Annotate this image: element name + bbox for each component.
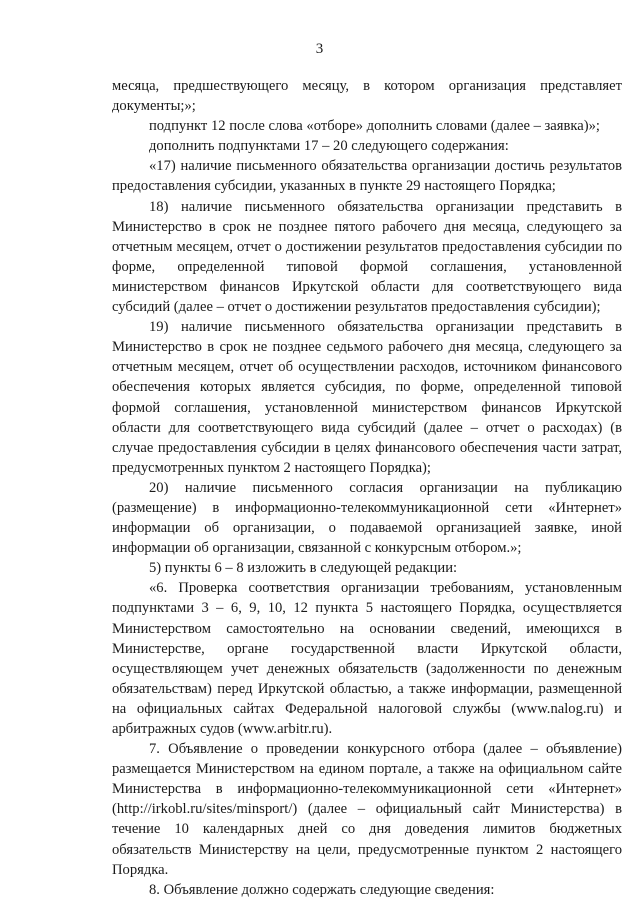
page-number: 3	[315, 41, 324, 57]
paragraph-point-8: 8. Объявление должно содержать следующие сведения:	[149, 881, 495, 898]
paragraph-add-subpoints: дополнить подпунктами 17 – 20 следующего содержания:	[149, 138, 509, 155]
paragraph-point-7: 7. Объявление о проведении конкурсного отбора (далее – объявление) размещается Министерством на едином портале, а также на официальном сайте Министерства в информационно-телекоммуникационной сети «Интернет» (http://irkobl.ru/sites/minsport/) (далее – официальный сайт Министерства) в течение 10 календарных дней со дня доведения лимитов бюджетных обязательств Министерству на цели, предусмотренные пунктом 2 настоящего Порядка.	[112, 741, 622, 878]
paragraph-subpoint-18: 18) наличие письменного обязательства организации представить в Министерство в срок не позднее пятого рабочего дня месяца, следующего за отчетным месяцем, отчет о достижении результатов предоставления субсидии по форме, определенной типовой формой соглашения, установленной министерством финансов Иркутской области для соответствующего вида субсидий (далее – отчет о достижении результатов предоставления субсидии);	[112, 198, 622, 316]
paragraph-point-6: «6. Проверка соответствия организации требованиям, установленным подпунктами 3 – 6, 9, 10, 12 пункта 5 настоящего Порядка, осуществляется Министерством самостоятельно на основании сведений, имеющихся в Министерстве, органе государственной власти Иркутской области, осуществляющем учет денежных обязательств (задолженности по денежным обязательствам) перед Иркутской областью, а также информации, размещенной на официальных сайтах Федеральной налоговой службы (www.nalog.ru) и арбитражных судов (www.arbitr.ru).	[112, 580, 622, 737]
paragraph-continuation: месяца, предшествующего месяцу, в котором организация представляет документы;»;	[112, 78, 622, 115]
paragraph-subpoint-19: 19) наличие письменного обязательства организации представить в Министерство в срок не позднее седьмого рабочего дня месяца, следующего за отчетным месяцем, отчет об осуществлении расходов, источником финансового обеспечения которых является субсидия, по форме, определенной типовой формой соглашения, установленной министерством финансов Иркутской области для соответствующего вида субсидий (далее – отчет о расходах) (в случае предоставления субсидии в целях финансового обеспечения части затрат, предусмотренных пунктом 2 настоящего Порядка);	[112, 319, 622, 476]
paragraph-points-6-8-heading: 5) пункты 6 – 8 изложить в следующей редакции:	[149, 560, 458, 577]
body-text	[112, 76, 622, 900]
paragraph-subpoint-12-amendment: подпункт 12 после слова «отборе» дополнить словами (далее – заявка)»;	[149, 118, 600, 135]
paragraph-subpoint-17: «17) наличие письменного обязательства организации достичь результатов предоставления субсидии, указанных в пункте 29 настоящего Порядка;	[112, 158, 622, 195]
paragraph-subpoint-20: 20) наличие письменного согласия организации на публикацию (размещение) в информационно-телекоммуникационной сети «Интернет» информации об организации, о подаваемой организацией заявке, иной информации об организации, связанной с конкурсным отбором.»;	[112, 479, 622, 557]
